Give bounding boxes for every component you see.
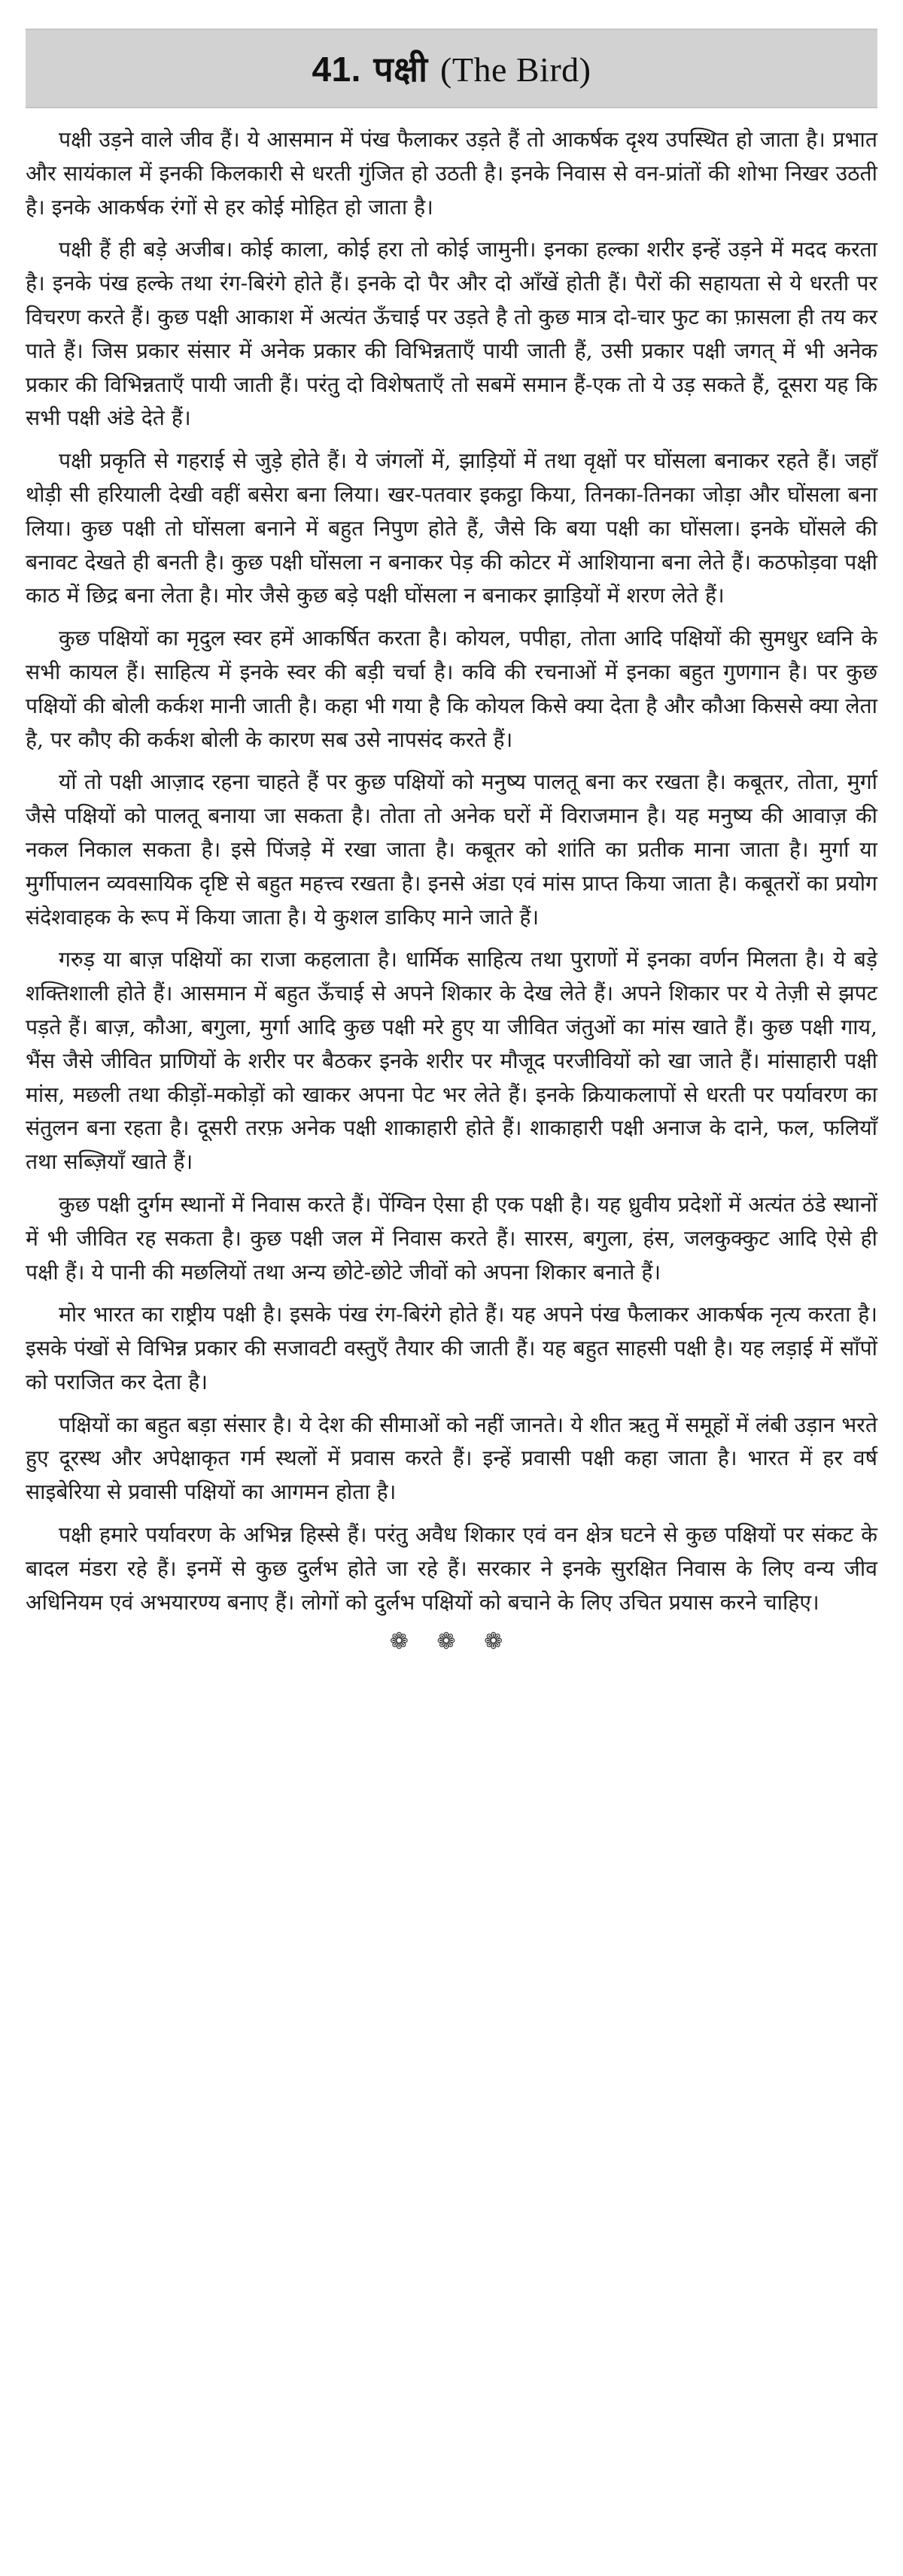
title-bar xyxy=(26,29,877,108)
paragraph-2: पक्षी हैं ही बड़े अजीब। कोई काला, कोई हरा तो कोई जामुनी। इनका हल्का शरीर इन्हें उड़ने में मदद करता है। इनके पंख हल्के तथा रंग-बिरंगे होते हैं। इनके दो पैर और दो आँखें होती हैं। पैरों की सहायता से ये धरती पर विचरण करते हैं। कुछ पक्षी आकाश में अत्यंत ऊँचाई पर उड़ते है तो कुछ मात्र दो-चार फुट का फ़ासला ही तय कर पाते हैं। जिस प्रकार संसार में अनेक प्रकार की विभिन्नताएँ पायी जाती हैं, उसी प्रकार पक्षी जगत् में भी अनेक प्रकार की विभिन्नताएँ पायी जाती हैं। परंतु दो विशेषताएँ तो सबमें समान हैं-एक तो ये उड़ सकते हैं, दूसरा यह कि सभी पक्षी अंडे देते हैं। xyxy=(26,237,877,431)
paragraph-5: यों तो पक्षी आज़ाद रहना चाहते हैं पर कुछ पक्षियों को मनुष्य पालतू बना कर रखता है। कबूतर, तोता, मुर्गा जैसे पक्षियों को पालतू बनाया जा सकता है। तोता तो अनेक घरों में विराजमान है। यह मनुष्य की आवाज़ की नकल निकाल सकता है। इसे पिंजड़े में रखा जाता है। कबूतर को शांति का प्रतीक माना जाता है। मुर्गा या मुर्गीपालन व्यवसायिक दृष्टि से बहुत महत्त्व रखता है। इनसे अंडा एवं मांस प्राप्त किया जाता है। कबूतरों का प्रयोग संदेशवाहक के रूप में किया जाता है। ये कुशल डाकिए माने जाते हैं। xyxy=(26,769,877,930)
footer-ornament-icon: ❁ ❁ ❁ xyxy=(389,1628,514,1655)
paragraph-7: कुछ पक्षी दुर्गम स्थानों में निवास करते हैं। पेंग्विन ऐसा ही एक पक्षी है। यह ध्रुवीय प्रदेशों में अत्यंत ठंडे स्थानों में भी जीवित रह सकता है। कुछ पक्षी जल में निवास करते हैं। सारस, बगुला, हंस, जलकुक्कुट आदि ऐसे ही पक्षी हैं। ये पानी की मछलियों तथा अन्य छोटे-छोटे जीवों को अपना शिकार बनाते हैं। xyxy=(26,1191,877,1285)
title-hindi: पक्षी xyxy=(373,49,428,90)
paragraph-3: पक्षी प्रकृति से गहराई से जुड़े होते हैं। ये जंगलों में, झाड़ियों में तथा वृक्षों पर घोंसला बनाकर रहते हैं। जहाँ थोड़ी सी हरियाली देखी वहीं बसेरा बना लिया। खर-पतवार इकट्ठा किया, तिनका-तिनका जोड़ा और घोंसला बना लिया। कुछ पक्षी तो घोंसला बनाने में बहुत निपुण होते हैं, जैसे कि बया पक्षी का घोंसला। इनके घोंसले की बनावट देखते ही बनती है। कुछ पक्षी घोंसला न बनाकर पेड़ की कोटर में आशियाना बना लेते हैं। कठफोड़वा पक्षी काठ में छिद्र बना लेता है। मोर जैसे कुछ बड़े पक्षी घोंसला न बनाकर झाड़ियों में शरण लेते हैं। xyxy=(26,448,877,608)
paragraph-4: कुछ पक्षियों का मृदुल स्वर हमें आकर्षित करता है। कोयल, पपीहा, तोता आदि पक्षियों की सुमधुर ध्वनि के सभी कायल हैं। साहित्य में इनके स्वर की बड़ी चर्चा है। कवि की रचनाओं में इनका बहुत गुणगान है। पर कुछ पक्षियों की बोली कर्कश मानी जाती है। कहा भी गया है कि कोयल किसे क्या देता है और कौआ किससे क्या लेता है, पर कौए की कर्कश बोली के कारण सब उसे नापसंद करते हैं। xyxy=(26,626,877,752)
title-number: 41. xyxy=(312,50,361,89)
paragraph-6: गरुड़ या बाज़ पक्षियों का राजा कहलाता है। धार्मिक साहित्य तथा पुराणों में इनका वर्णन मिलता है। ये बड़े शक्तिशाली होते हैं। आसमान में बहुत ऊँचाई से अपने शिकार के देख लेते हैं। अपने शिकार पर ये तेज़ी से झपट पड़ते हैं। बाज़, कौआ, बगुला, मुर्गा आदि कुछ पक्षी मरे हुए या जीवित जंतुओं का मांस खाते हैं। कुछ पक्षी गाय, भैंस जैसे जीवित प्राणियों के शरीर पर बैठकर इनके शरीर पर मौजूद परजीवियों को खा जाते हैं। मांसाहारी पक्षी मांस, मछली तथा कीड़ों-मकोड़ों को खाकर अपना पेट भर लेते हैं। इनके क्रियाकलापों से धरती पर पर्यावरण का संतुलन बना रहता है। दूसरी तरफ़ अनेक पक्षी शाकाहारी होते हैं। शाकाहारी पक्षी अनाज के दाने, फल, फलियाँ तथा सब्ज़ियाँ खाते हैं। xyxy=(26,947,877,1175)
paragraph-9: पक्षियों का बहुत बड़ा संसार है। ये देश की सीमाओं को नहीं जानते। ये शीत ऋतु में समूहों में लंबी उड़ान भरते हुए दूरस्थ और अपेक्षाकृत गर्म स्थलों में प्रवास करते हैं। इन्हें प्रवासी पक्षी कहा जाता है। भारत में हर वर्ष साइबेरिया से प्रवासी पक्षियों का आगमन होता है। xyxy=(26,1412,877,1505)
paragraph-8: मोर भारत का राष्ट्रीय पक्षी है। इसके पंख रंग-बिरंगे होते हैं। यह अपने पंख फैलाकर आकर्षक नृत्य करता है। इसके पंखों से विभिन्न प्रकार की सजावटी वस्तुएँ तैयार की जाती हैं। यह बहुत साहसी पक्षी है। यह लड़ाई में साँपों को पराजित कर देता है। xyxy=(26,1302,877,1394)
title-english: (The Bird) xyxy=(440,50,591,89)
essay-body xyxy=(26,108,877,1619)
page-title xyxy=(312,45,591,92)
paragraph-1: पक्षी उड़ने वाले जीव हैं। ये आसमान में पंख फैलाकर उड़ते हैं तो आकर्षक दृश्य उपस्थित हो जाता है। प्रभात और सायंकाल में इनकी किलकारी से धरती गुंजित हो उठती है। इनके निवास से वन-प्रांतों की शोभा निखर उठती है। इनके आकर्षक रंगों से हर कोई मोहित हो जाता है। xyxy=(26,127,877,220)
paragraph-10: पक्षी हमारे पर्यावरण के अभिन्न हिस्से हैं। परंतु अवैध शिकार एवं वन क्षेत्र घटने से कुछ पक्षियों पर संकट के बादल मंडरा रहे हैं। इनमें से कुछ दुर्लभ होते जा रहे हैं। सरकार ने इनके सुरक्षित निवास के लिए वन्य जीव अधिनियम एवं अभयारण्य बनाए हैं। लोगों को दुर्लभ पक्षियों को बचाने के लिए उचित प्रयास करने चाहिए। xyxy=(26,1522,877,1615)
